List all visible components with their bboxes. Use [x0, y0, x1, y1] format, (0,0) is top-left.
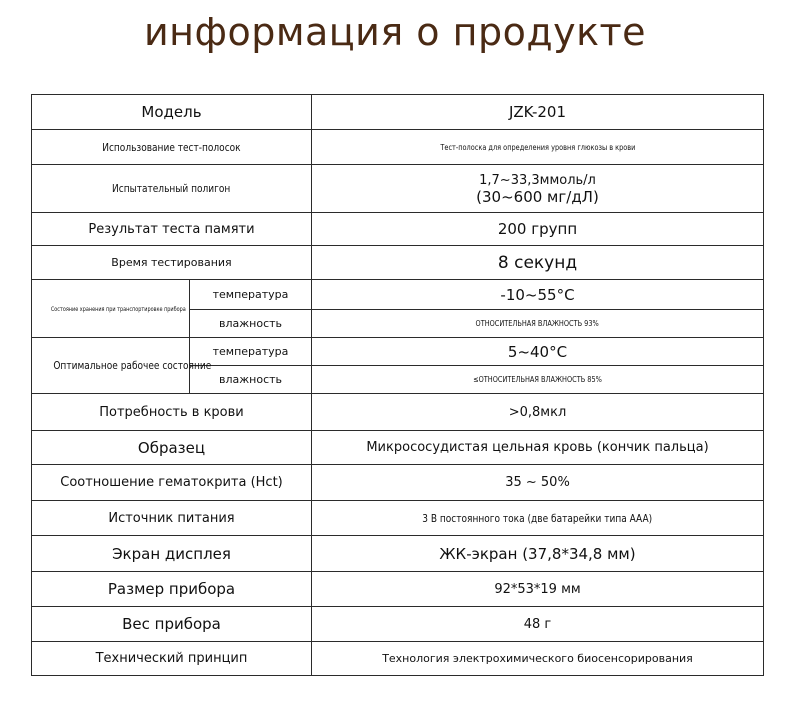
table-row — [32, 338, 764, 366]
table-row — [32, 246, 764, 280]
power-value: 3 В постоянного тока (две батарейки типа AAA) — [312, 501, 764, 536]
sample-value: Микрососудистая цельная кровь (кончик пальца) — [312, 431, 764, 465]
table-row — [32, 572, 764, 607]
storage-label: Состояние хранения при транспортировке прибора — [32, 280, 190, 338]
size-value: 92*53*19 мм — [312, 572, 764, 607]
table-row — [32, 130, 764, 165]
hematocrit-value: 35 ~ 50% — [312, 465, 764, 501]
principle-value: Технология электрохимического биосенсорирования — [312, 642, 764, 676]
operating-temp-label: температура — [190, 338, 312, 366]
test-range-mmol: 1,7~33,3ммоль/л — [479, 172, 596, 188]
table-row — [32, 431, 764, 465]
table-row — [32, 501, 764, 536]
strip-use-value: Тест-полоска для определения уровня глюкозы в крови — [312, 130, 764, 165]
sample-label: Образец — [32, 431, 312, 465]
operating-humidity-label: влажность — [190, 366, 312, 394]
model-value: JZK-201 — [312, 95, 764, 130]
memory-value: 200 групп — [312, 213, 764, 246]
operating-humidity-value: ≤ОТНОСИТЕЛЬНАЯ ВЛАЖНОСТЬ 85% — [312, 366, 764, 394]
storage-temp-value: -10~55°C — [312, 280, 764, 310]
strip-use-label: Использование тест-полосок — [32, 130, 312, 165]
display-label: Экран дисплея — [32, 536, 312, 572]
hematocrit-label: Соотношение гематокрита (Hct) — [32, 465, 312, 501]
operating-temp-value: 5~40°C — [312, 338, 764, 366]
storage-humidity-label: влажность — [190, 310, 312, 338]
test-range-value — [312, 165, 764, 213]
table-row — [32, 642, 764, 676]
model-label: Модель — [32, 95, 312, 130]
table-row — [32, 394, 764, 431]
test-range-label: Испытательный полигон — [32, 165, 312, 213]
table-row — [32, 280, 764, 310]
size-label: Размер прибора — [32, 572, 312, 607]
spec-table — [31, 94, 764, 676]
memory-label: Результат теста памяти — [32, 213, 312, 246]
weight-label: Вес прибора — [32, 607, 312, 642]
power-label: Источник питания — [32, 501, 312, 536]
table-row — [32, 165, 764, 213]
table-row — [32, 95, 764, 130]
storage-humidity-value: ОТНОСИТЕЛЬНАЯ ВЛАЖНОСТЬ 93% — [312, 310, 764, 338]
weight-value: 48 г — [312, 607, 764, 642]
storage-temp-label: температура — [190, 280, 312, 310]
display-value: ЖК-экран (37,8*34,8 мм) — [312, 536, 764, 572]
blood-volume-value: >0,8мкл — [312, 394, 764, 431]
table-row — [32, 213, 764, 246]
table-row — [32, 465, 764, 501]
table-row — [32, 607, 764, 642]
test-range-mgdl: (30~600 мг/дЛ) — [476, 187, 599, 206]
table-row — [32, 536, 764, 572]
principle-label: Технический принцип — [32, 642, 312, 676]
operating-label: Оптимальное рабочее состояние — [32, 338, 190, 394]
test-time-label: Время тестирования — [32, 246, 312, 280]
page-title: информация о продукте — [143, 10, 647, 54]
blood-volume-label: Потребность в крови — [32, 394, 312, 431]
test-time-value: 8 секунд — [312, 246, 764, 280]
